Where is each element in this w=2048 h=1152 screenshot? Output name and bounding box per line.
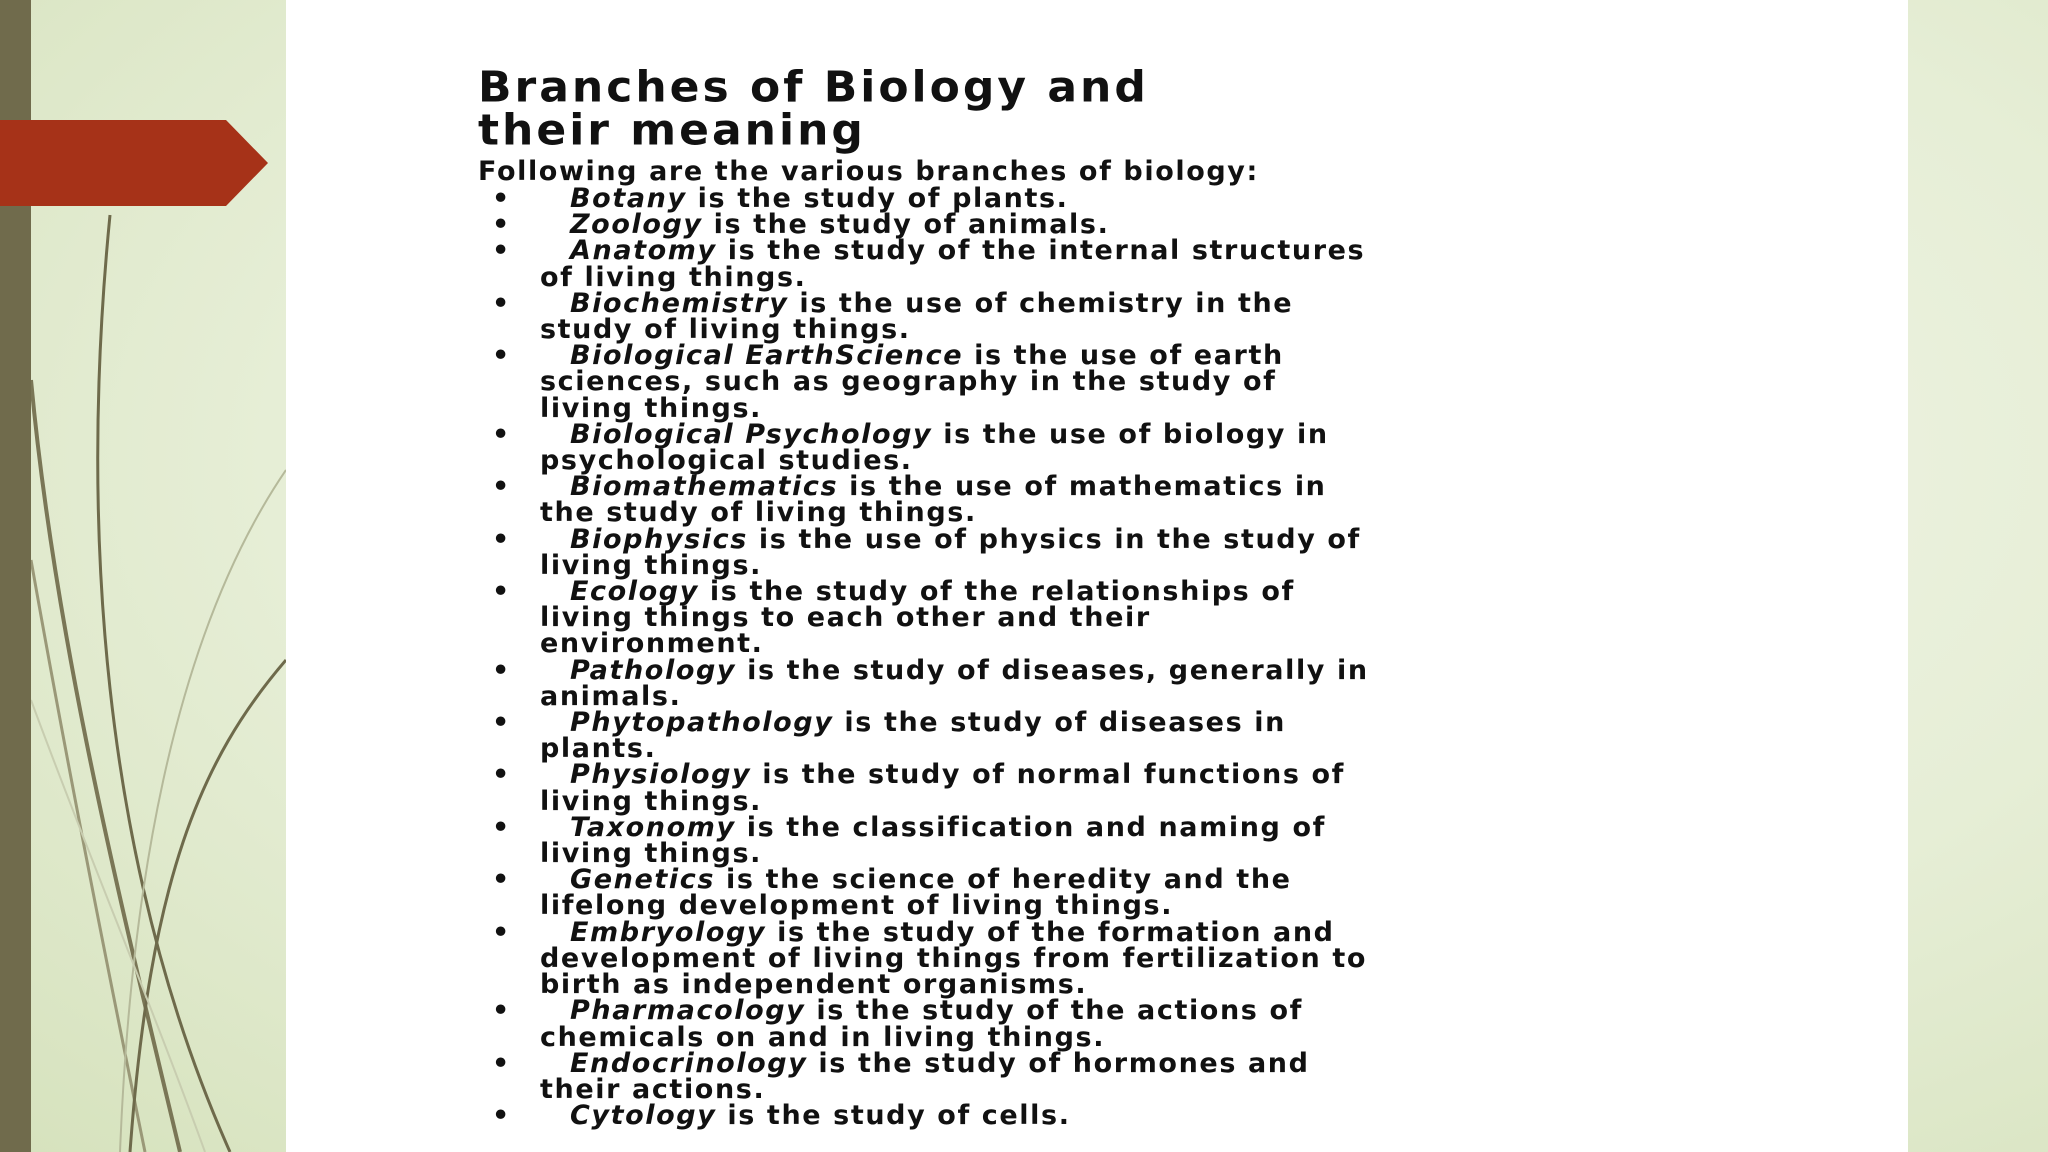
branch-term: Zoology <box>570 209 703 241</box>
branch-definition-continued: study of living things. <box>540 314 911 346</box>
branch-term: Cytology <box>570 1100 717 1132</box>
branch-definition-continued: living things to each other and their <box>540 602 1151 634</box>
list-item <box>478 864 1818 922</box>
branch-definition-continued: plants. <box>540 733 657 765</box>
branch-definition: is the study of the formation and <box>766 916 1335 948</box>
branch-definition-continued: living things. <box>540 392 762 424</box>
branch-term: Biomathematics <box>570 471 839 503</box>
bullet-icon: • <box>492 811 511 843</box>
bullet-icon: • <box>492 209 511 241</box>
bullet-icon: • <box>492 340 511 372</box>
branch-definition: is the study of diseases in <box>833 707 1286 739</box>
list-item <box>478 471 1818 529</box>
list-item <box>478 654 1818 712</box>
branch-definition: is the study of the relationships of <box>698 576 1295 608</box>
branch-term: Phytopathology <box>570 707 834 739</box>
branch-term: Biological Psychology <box>570 418 933 450</box>
bullet-icon: • <box>492 418 511 450</box>
bullet-icon: • <box>492 235 511 267</box>
list-item <box>478 759 1818 817</box>
list-item <box>478 1047 1818 1105</box>
bullet-icon: • <box>492 287 511 319</box>
list-item <box>478 235 1818 293</box>
document-page <box>286 0 1908 1152</box>
list-item <box>478 340 1818 424</box>
branch-term: Ecology <box>570 576 699 608</box>
branch-definition: is the science of heredity and the <box>715 864 1292 896</box>
branch-definition-continued: of living things. <box>540 261 807 293</box>
branch-term: Pharmacology <box>570 995 806 1027</box>
branch-definition: is the use of mathematics in <box>838 471 1327 503</box>
branch-definition: is the study of the actions of <box>805 995 1303 1027</box>
branch-list <box>478 183 1818 1132</box>
branch-definition-continued: birth as independent organisms. <box>540 969 1088 1001</box>
branch-definition-continued: psychological studies. <box>540 445 913 477</box>
branch-definition: is the use of chemistry in the <box>788 287 1294 319</box>
branch-definition-continued: living things. <box>540 785 762 817</box>
branch-term: Pathology <box>570 654 737 686</box>
bullet-icon: • <box>492 707 511 739</box>
bullet-icon: • <box>492 183 511 214</box>
branch-definition: is the use of biology in <box>932 418 1329 450</box>
list-item <box>478 287 1818 346</box>
branch-definition: is the classification and naming of <box>735 811 1326 843</box>
branch-term: Botany <box>570 183 687 214</box>
branch-term: Biological EarthScience <box>570 340 964 372</box>
list-item <box>478 523 1818 581</box>
title-line: their meaning <box>478 105 866 156</box>
bullet-icon: • <box>492 523 511 555</box>
branch-term: Genetics <box>570 864 716 896</box>
list-item <box>478 418 1818 477</box>
branch-definition-continued: animals. <box>540 680 682 712</box>
branch-definition-continued: sciences, such as geography in the study of <box>540 366 1277 398</box>
branch-definition-continued: their actions. <box>540 1073 766 1105</box>
bullet-icon: • <box>492 1100 511 1132</box>
branch-definition-continued: chemicals on and in living things. <box>540 1021 1106 1053</box>
branch-definition-continued: development of living things from fertilization to <box>540 942 1367 974</box>
branch-definition-continued: lifelong development of living things. <box>540 890 1174 922</box>
branch-definition-continued: the study of living things. <box>540 497 977 529</box>
branch-term: Taxonomy <box>570 811 736 843</box>
bullet-icon: • <box>492 916 511 948</box>
document-content <box>478 62 1818 1132</box>
branch-definition: is the study of animals. <box>702 209 1110 241</box>
bullet-icon: • <box>492 576 511 608</box>
branch-term: Anatomy <box>570 235 717 267</box>
list-item <box>478 811 1818 870</box>
title-line: Branches of Biology and <box>478 62 1149 113</box>
branch-term: Embryology <box>570 916 767 948</box>
branch-definition: is the use of physics in the study of <box>747 523 1361 555</box>
decor-curve <box>31 560 145 1152</box>
branch-definition: is the use of earth <box>963 340 1284 372</box>
bullet-icon: • <box>492 654 511 686</box>
branch-definition-continued: living things. <box>540 838 762 870</box>
branch-term: Endocrinology <box>570 1047 808 1079</box>
branch-term: Physiology <box>570 759 752 791</box>
branch-term: Biophysics <box>570 523 748 555</box>
bullet-icon: • <box>492 759 511 791</box>
list-item <box>478 916 1818 1001</box>
branch-term: Biochemistry <box>570 287 789 319</box>
intro-text: Following are the various branches of biology: <box>478 156 1259 187</box>
branch-definition: is the study of hormones and <box>807 1047 1310 1079</box>
decor-curve <box>31 700 205 1152</box>
bullet-icon: • <box>492 471 511 503</box>
bullet-icon: • <box>492 995 511 1027</box>
bullet-icon: • <box>492 1047 511 1079</box>
list-item <box>478 995 1818 1053</box>
branch-definition-continued: living things. <box>540 549 762 581</box>
decor-curve <box>31 380 180 1152</box>
branch-definition: is the study of cells. <box>716 1100 1071 1132</box>
branch-definition: is the study of the internal structures <box>716 235 1366 267</box>
decor-curve <box>130 660 286 1152</box>
branch-definition: is the study of plants. <box>686 183 1069 214</box>
list-item <box>478 1100 1818 1132</box>
branch-definition-continued: environment. <box>540 628 764 660</box>
list-item <box>478 707 1818 765</box>
branch-definition: is the study of normal functions of <box>751 759 1345 791</box>
red-arrow-marker <box>0 120 270 206</box>
decor-curve <box>120 470 286 1152</box>
document-title <box>478 62 1818 156</box>
bullet-icon: • <box>492 864 511 896</box>
list-item <box>478 576 1818 660</box>
branch-definition: is the study of diseases, generally in <box>736 654 1369 686</box>
